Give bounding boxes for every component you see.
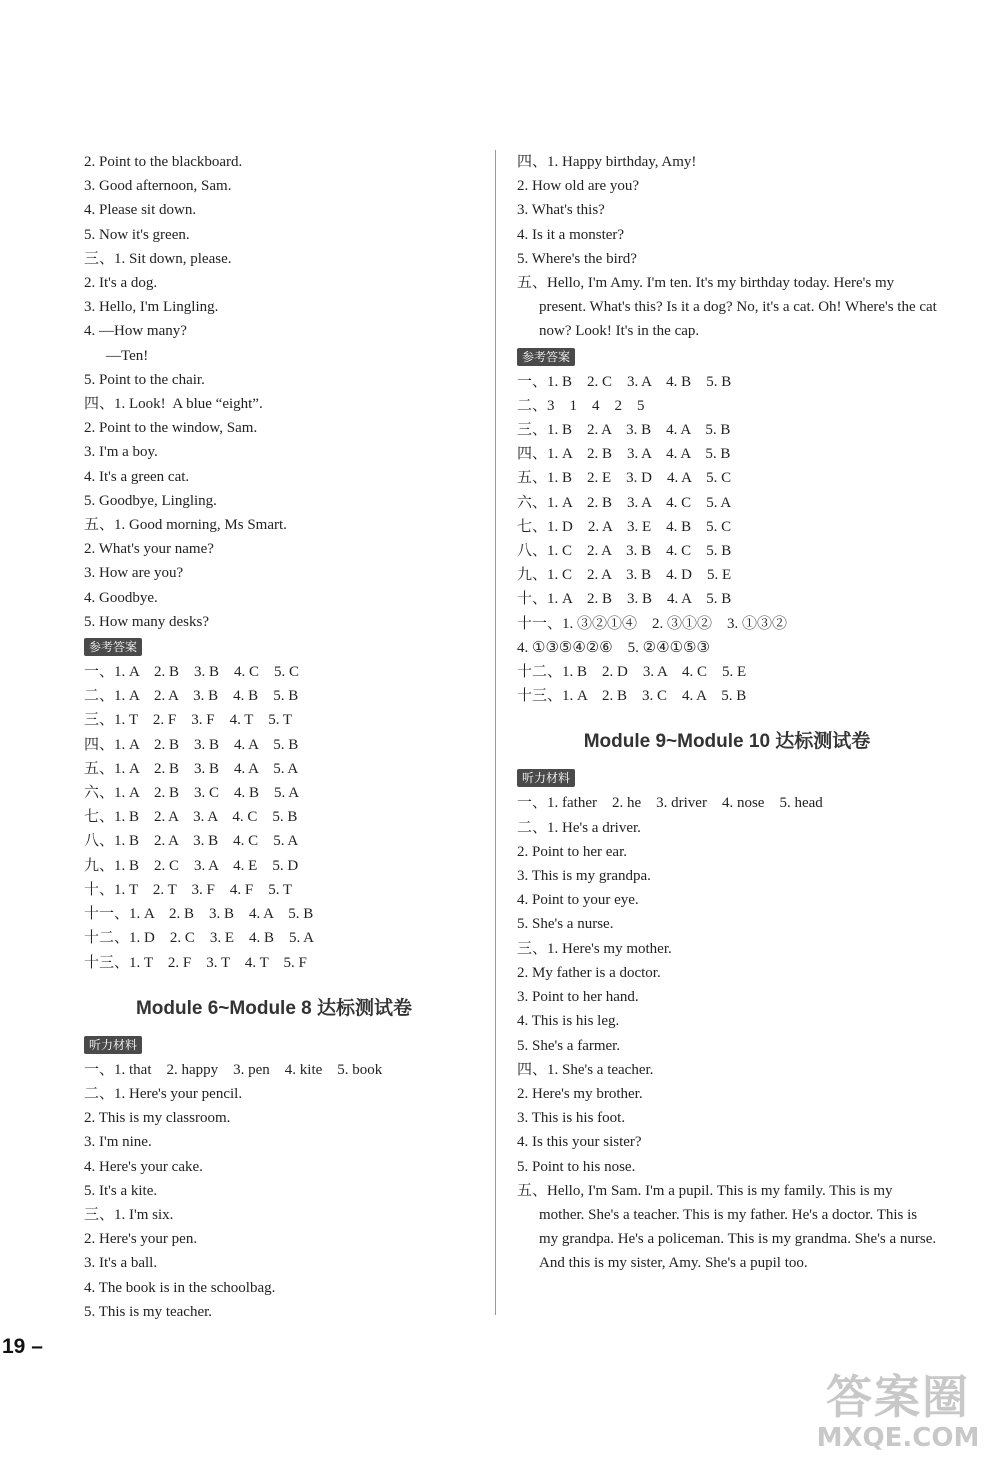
left-lines-a xyxy=(84,150,484,344)
answers-tag: 参考答案 xyxy=(84,638,142,656)
text-line: 九、1. C 2. A 3. B 4. D 5. E xyxy=(517,567,732,584)
text-line: 一、1. B 2. C 3. A 4. B 5. B xyxy=(517,373,732,390)
watermark-bottom: MXQE.COM xyxy=(816,1423,980,1453)
text-line: 四、1. Happy birthday, Amy! xyxy=(517,154,697,170)
text-line: 十二、1. D 2. C 3. E 4. B 5. A xyxy=(84,930,315,947)
text-line: 十三、1. T 2. F 3. T 4. T 5. F xyxy=(84,954,307,971)
text-line: 六、1. A 2. B 3. A 4. C 5. A xyxy=(517,494,732,511)
text-line: 3. Point to her hand. xyxy=(517,989,639,1006)
page-number: 19 – xyxy=(2,1335,43,1358)
text-line: 4. This is his leg. xyxy=(517,1013,620,1030)
text-line: 二、3 1 4 2 5 xyxy=(517,397,645,414)
text-line: 一、1. A 2. B 3. B 4. C 5. C xyxy=(84,664,300,681)
text-line: 四、1. Look! A blue “eight”. xyxy=(84,396,263,413)
left-listening xyxy=(84,1058,484,1324)
text-line: 四、1. A 2. B 3. B 4. A 5. B xyxy=(84,736,299,753)
text-line: 三、1. I'm six. xyxy=(84,1206,174,1223)
section-title-module-9-10: Module 9~Module 10 达标测试卷 xyxy=(583,731,871,753)
text-line: 2. Point to the blackboard. xyxy=(84,154,243,170)
text-line: 十、1. T 2. T 3. F 4. F 5. T xyxy=(84,881,293,898)
text-line: 八、1. C 2. A 3. B 4. C 5. B xyxy=(517,543,732,560)
left-lines-b xyxy=(84,368,484,634)
text-line: 5. She's a nurse. xyxy=(517,916,614,933)
text-line: 八、1. B 2. A 3. B 4. C 5. A xyxy=(84,833,299,850)
text-line: 2. How old are you? xyxy=(517,178,640,195)
left-column xyxy=(84,150,484,1324)
text-line: 2. This is my classroom. xyxy=(84,1110,231,1127)
text-line: 三、1. Sit down, please. xyxy=(84,250,232,267)
text-line: 5. This is my teacher. xyxy=(84,1303,213,1320)
text-line: 4. Point to your eye. xyxy=(517,892,639,909)
text-line: 七、1. B 2. A 3. A 4. C 5. B xyxy=(84,809,298,826)
text-line: 十三、1. A 2. B 3. C 4. A 5. B xyxy=(517,688,747,705)
text-line: 九、1. B 2. C 3. A 4. E 5. D xyxy=(84,857,299,874)
text-line: 4. The book is in the schoolbag. xyxy=(84,1279,276,1296)
text-line: 5. Where's the bird? xyxy=(517,250,637,267)
text-line: 二、1. He's a driver. xyxy=(517,819,641,836)
text-line: 五、1. B 2. E 3. D 4. A 5. C xyxy=(517,470,732,487)
indented-answer: —Ten! xyxy=(106,347,149,364)
text-line: 5. Point to his nose. xyxy=(517,1158,636,1175)
text-line: 2. My father is a doctor. xyxy=(517,964,661,981)
right-listening xyxy=(517,791,937,1178)
listening-tag: 听力材料 xyxy=(517,769,575,787)
right-answers xyxy=(517,370,937,709)
text-line: 四、1. She's a teacher. xyxy=(517,1061,654,1078)
text-line: 5. She's a farmer. xyxy=(517,1037,621,1054)
text-line: 4. Goodbye. xyxy=(84,589,158,606)
text-line: 十一、1. ③②①④ 2. ③①② 3. ①③② xyxy=(517,615,788,632)
text-line: 六、1. A 2. B 3. C 4. B 5. A xyxy=(84,785,300,802)
text-line: 4. —How many? xyxy=(84,323,187,340)
text-line: 十二、1. B 2. D 3. A 4. C 5. E xyxy=(517,664,747,681)
text-line: 5. It's a kite. xyxy=(84,1182,158,1199)
text-line: 三、1. Here's my mother. xyxy=(517,940,672,957)
text-line: 3. I'm nine. xyxy=(84,1134,152,1151)
text-line: 3. What's this? xyxy=(517,202,605,219)
watermark-logo xyxy=(808,1370,988,1465)
text-line: 3. Hello, I'm Lingling. xyxy=(84,299,219,316)
text-line: 3. It's a ball. xyxy=(84,1255,158,1272)
text-line: 一、1. that 2. happy 3. pen 4. kite 5. book xyxy=(84,1061,383,1078)
right-lines-a xyxy=(517,150,937,271)
column-divider xyxy=(495,150,496,1315)
left-answers xyxy=(84,660,484,975)
text-line: 5. Point to the chair. xyxy=(84,371,205,388)
text-line: 4. It's a green cat. xyxy=(84,468,190,485)
text-line: 三、1. T 2. F 3. F 4. T 5. T xyxy=(84,712,293,729)
watermark-top: 答案圈 xyxy=(826,1370,970,1424)
right-column xyxy=(517,150,937,1276)
text-line: 二、1. Here's your pencil. xyxy=(84,1085,243,1102)
text-line: 4. ①③⑤④②⑥ 5. ②④①⑤③ xyxy=(517,639,710,656)
text-line: 一、1. father 2. he 3. driver 4. nose 5. head xyxy=(517,795,823,812)
passage-paragraph: 五、Hello, I'm Sam. I'm a pupil. This is my family. This is my mother. She's a teacher. This is my father. He's a doctor. This is my grandpa. He's a policeman. This is my grandma. She's a nurse. And this is my sister, Amy. She's a pupil too. xyxy=(517,1182,937,1272)
text-line: 2. What's your name? xyxy=(84,541,214,558)
text-line: 2. It's a dog. xyxy=(84,275,158,292)
answers-tag: 参考答案 xyxy=(517,348,575,366)
section-title-module-6-8: Module 6~Module 8 达标测试卷 xyxy=(135,997,413,1019)
text-line: 四、1. A 2. B 3. A 4. A 5. B xyxy=(517,446,731,463)
text-line: 3. This is his foot. xyxy=(517,1110,626,1127)
listening-tag: 听力材料 xyxy=(84,1036,142,1054)
text-line: 3. Good afternoon, Sam. xyxy=(84,178,232,195)
text-line: 二、1. A 2. A 3. B 4. B 5. B xyxy=(84,688,299,705)
text-line: 4. Is it a monster? xyxy=(517,226,625,243)
text-line: 2. Point to her ear. xyxy=(517,843,627,860)
text-line: 十一、1. A 2. B 3. B 4. A 5. B xyxy=(84,906,314,923)
text-line: 2. Here's your pen. xyxy=(84,1231,198,1248)
text-line: 4. Here's your cake. xyxy=(84,1158,203,1175)
text-line: 5. How many desks? xyxy=(84,613,209,630)
text-line: 4. Please sit down. xyxy=(84,202,197,219)
text-line: 2. Here's my brother. xyxy=(517,1085,643,1102)
passage-paragraph: 五、Hello, I'm Amy. I'm ten. It's my birthday today. Here's my present. What's this? Is it a dog? No, it's a cat. Oh! Where's the cat now? Look! It's in the cap. xyxy=(517,275,937,340)
text-line: 5. Now it's green. xyxy=(84,226,190,243)
text-line: 五、1. Good morning, Ms Smart. xyxy=(84,517,287,534)
text-line: 2. Point to the window, Sam. xyxy=(84,420,258,437)
text-line: 十、1. A 2. B 3. B 4. A 5. B xyxy=(517,591,732,608)
text-line: 三、1. B 2. A 3. B 4. A 5. B xyxy=(517,422,731,439)
text-line: 3. This is my grandpa. xyxy=(517,868,651,885)
text-line: 3. How are you? xyxy=(84,565,184,582)
text-line: 5. Goodbye, Lingling. xyxy=(84,492,217,509)
text-line: 3. I'm a boy. xyxy=(84,444,158,461)
text-line: 4. Is this your sister? xyxy=(517,1134,642,1151)
text-line: 五、1. A 2. B 3. B 4. A 5. A xyxy=(84,760,299,777)
text-line: 七、1. D 2. A 3. E 4. B 5. C xyxy=(517,518,732,535)
